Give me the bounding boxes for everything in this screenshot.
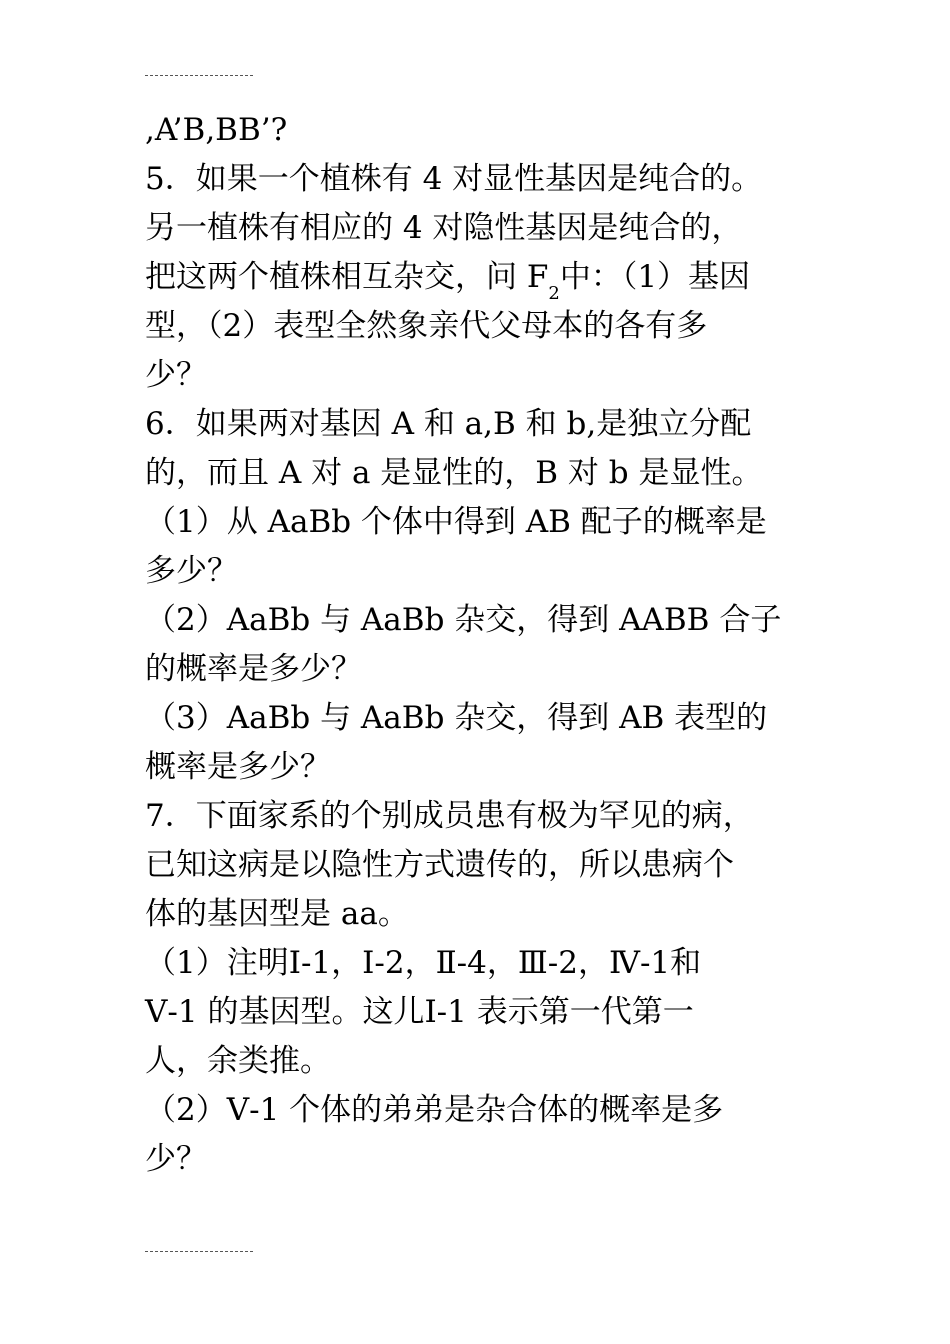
question-6-part-3-line-2: 概率是多少？ xyxy=(145,749,331,785)
question-7-line-3: 体的基因型是 aa。 xyxy=(145,896,409,932)
question-5-line-2: 另一植株有相应的 4 对隐性基因是纯合的， xyxy=(145,210,743,246)
f2-subscript: 2 xyxy=(548,283,560,304)
question-6-part-3-line-1: （3）AaBb 与 AaBb 杂交，得到 AB 表型的 xyxy=(145,700,768,736)
question-7-part-1-line-1: （1）注明Ⅰ-1，Ⅰ-2，Ⅱ-4，Ⅲ-2，Ⅳ-1和 xyxy=(145,945,702,981)
question-6-line-2: 的，而且 A 对 a 是显性的，B 对 b 是显性。 xyxy=(145,455,763,491)
text-line-1: ,A’B,BB’? xyxy=(145,112,288,148)
question-6-part-1-line-2: 多少？ xyxy=(145,553,238,589)
question-7-line-2: 已知这病是以隐性方式遗传的，所以患病个 xyxy=(145,847,734,883)
question-6-part-2-line-2: 的概率是多少？ xyxy=(145,651,362,687)
question-5-line-3 xyxy=(145,253,825,302)
question-6-line-1: 6．如果两对基因 A 和 a,B 和 b,是独立分配 xyxy=(145,406,752,442)
question-7-part-1-line-3: 人，余类推。 xyxy=(145,1043,331,1079)
question-6-part-2-line-1: （2）AaBb 与 AaBb 杂交，得到 AABB 合子 xyxy=(145,602,782,638)
question-7-line-1: 7．下面家系的个别成员患有极为罕见的病， xyxy=(145,798,754,834)
document-body xyxy=(145,106,825,1184)
question-5-line-1: 5．如果一个植株有 4 对显性基因是纯合的。 xyxy=(145,161,763,197)
question-7-part-2-line-1: （2）Ⅴ-1 个体的弟弟是杂合体的概率是多 xyxy=(145,1092,724,1128)
footer-dashed-rule xyxy=(145,1251,253,1252)
header-dashed-rule xyxy=(145,75,253,76)
question-5-line-5: 少？ xyxy=(145,357,207,393)
question-5-line-3-pre: 把这两个植株相互杂交，问 F xyxy=(145,259,549,295)
question-5-line-3-post: 中：（1）基因 xyxy=(559,259,751,295)
question-7-part-2-line-2: 少？ xyxy=(145,1141,207,1177)
question-5-line-4: 型，（2）表型全然象亲代父母本的各有多 xyxy=(145,308,708,344)
question-6-part-1-line-1: （1）从 AaBb 个体中得到 AB 配子的概率是 xyxy=(145,504,767,540)
question-7-part-1-line-2: Ⅴ-1 的基因型。这儿Ⅰ-1 表示第一代第一 xyxy=(145,994,694,1030)
